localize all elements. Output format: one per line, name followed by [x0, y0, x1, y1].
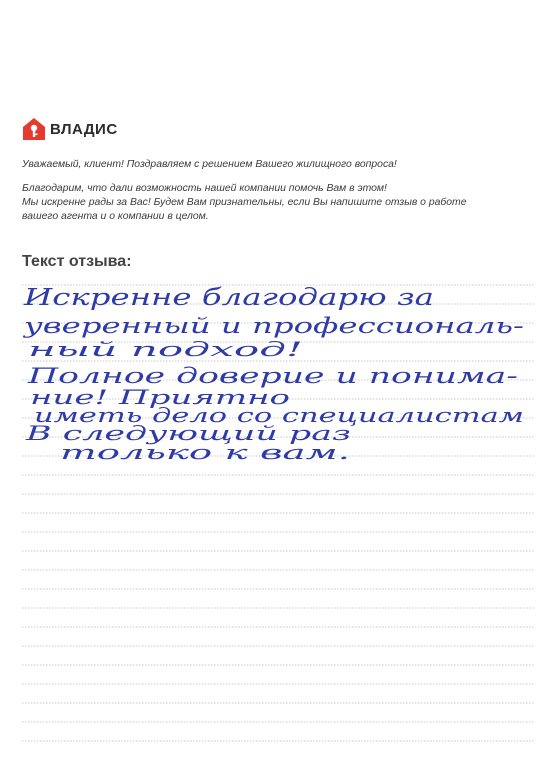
handwritten-line: Полное доверие и понима-	[26, 364, 518, 388]
handwritten-line: только к вам.	[60, 440, 350, 464]
handwritten-line: ние! Приятно	[30, 385, 290, 409]
greeting: Уважаемый, клиент! Поздравляем с решением Вашего жилищного вопроса!	[22, 159, 397, 170]
review-title: Текст отзыва:	[22, 253, 132, 270]
house-key-icon	[22, 117, 46, 141]
brand-name: ВЛАДИС	[50, 120, 118, 138]
handwritten-line: иметь дело со специалистам	[34, 403, 524, 427]
intro-line-3: вашего агента и о компании в целом.	[22, 211, 209, 222]
handwritten-line: уверенный и профессиональ-	[22, 314, 525, 338]
intro-text	[22, 158, 522, 224]
intro-line-1: Благодарим, что дали возможность нашей компании помочь Вам в этом!	[22, 183, 387, 194]
handwritten-line: ный подход!	[28, 337, 303, 361]
intro-line-2: Мы искренне рады за Вас! Будем Вам признательны, если Вы напишите отзыв о работе	[22, 197, 467, 208]
brand-logo	[22, 117, 118, 141]
handwritten-line: Искренне благодарю за	[22, 285, 435, 311]
ruled-lines	[22, 260, 534, 760]
handwritten-line: В следующий раз	[24, 421, 351, 445]
